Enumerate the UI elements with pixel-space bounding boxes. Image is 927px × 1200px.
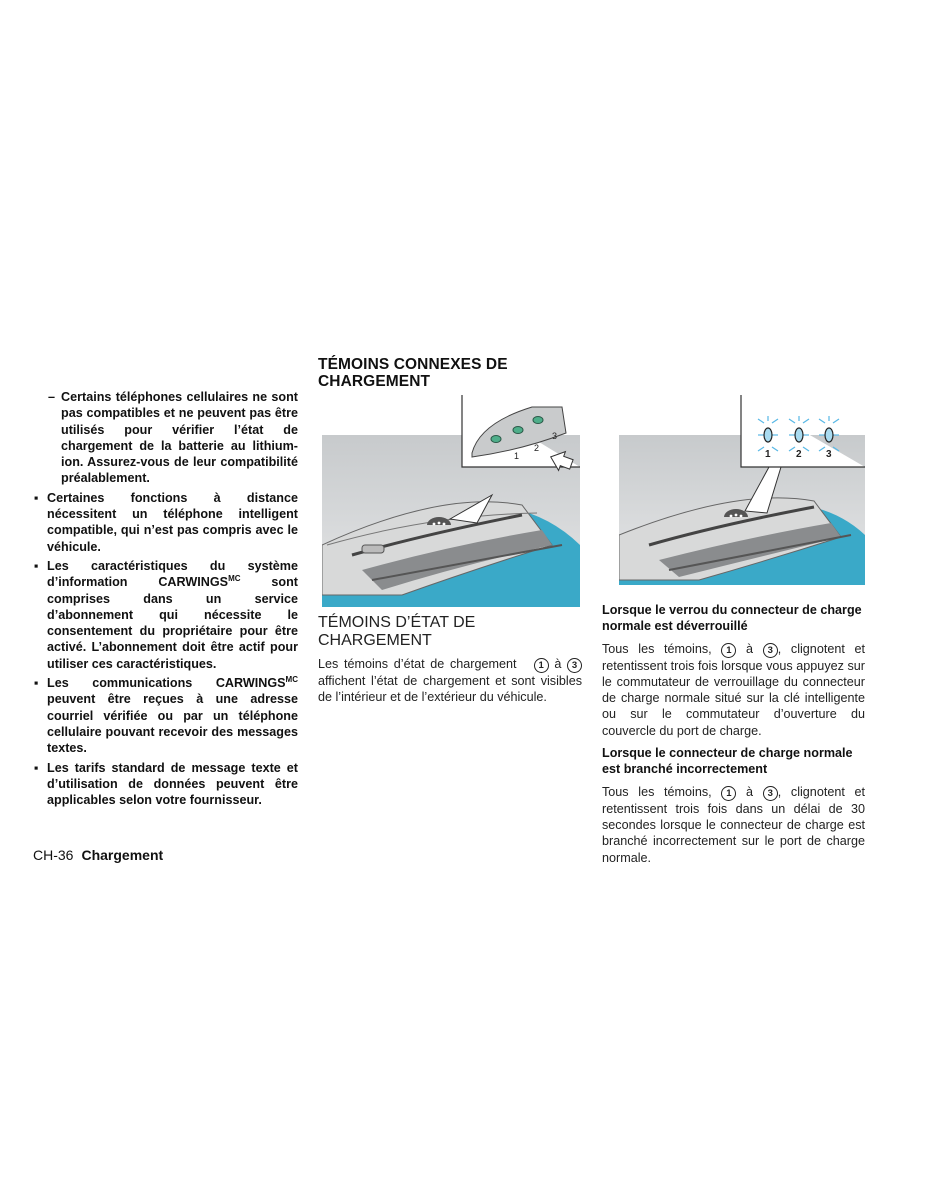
page-footer [33, 847, 163, 863]
figure-2-label: 2 [796, 449, 802, 460]
number-3-icon: 3 [763, 786, 778, 801]
incorrect-paragraph: Tous les témoins, 1 à 3 , clignotent et retentissent trois fois dans un délai de 30 secondes lorsque le connecteur de charge est branché incorrectement sur le port de charge normale. [602, 784, 866, 865]
figure-2-label: 3 [826, 449, 832, 460]
number-3-icon: 3 [567, 658, 582, 673]
figure-1-label: 3 [552, 431, 558, 441]
dash-item: – Certains téléphones cellulaires ne sont pas compatibles et ne peuvent pas être utilisés pour vérifier l’état de chargement de la batterie au lithium-ion. Assurez-vous de leur compatibilité préalablement. [48, 390, 298, 486]
figure-1-label: 2 [534, 443, 540, 453]
status-paragraph: Les témoins d’état de chargement 1 à 3 affichent l’état de chargement et sont visibles de l’intérieur et de l’extérieur du véhicule. [318, 657, 582, 705]
subheading-incorrect: Lorsque le connecteur de charge normale est branché incorrectement [602, 746, 853, 777]
page-number: CH-36 [33, 847, 74, 863]
middle-column [318, 656, 582, 706]
bullet-item: ▪ Les caractéristiques du système d’information $CARWINGS^{MC}$ sont comprises dans un service d’abonnement qui nécessite le consentement du propriétaire pour être activé. L’abonnement doit être actif pour utiliser ces caractéristiques. [34, 558, 298, 671]
right-column [602, 602, 865, 872]
number-3-icon: 3 [763, 643, 778, 658]
charge-indicator-figure-2 [619, 395, 865, 585]
subsection-heading: TÉMOINS D’ÉTAT DE CHARGEMENT [318, 614, 476, 649]
charge-indicator-figure-1 [322, 395, 580, 607]
figure-2-label: 1 [765, 449, 771, 460]
figure-1-label: 1 [514, 451, 520, 461]
footer-section: Chargement [81, 847, 164, 863]
bullet-item: ▪ Certaines fonctions à distance nécessitent un téléphone intelligent compatible, qui n’est pas compris avec le véhicule. [34, 490, 298, 554]
left-column [33, 389, 298, 811]
bullet-item: ▪ Les communications $CARWINGS^{MC}$ peuvent être reçues à une adresse courriel vérifiée ou par un téléphone cellulaire pouvant recevoir des messages textes. [34, 674, 298, 756]
section-heading: TÉMOINS CONNEXES DE CHARGEMENT [318, 356, 508, 390]
bullet-item: ▪ Les tarifs standard de message texte et d’utilisation de données peuvent être applicables selon votre fournisseur. [34, 760, 298, 808]
number-1-icon: 1 [721, 786, 736, 801]
unlocked-paragraph: Tous les témoins, 1 à 3 , clignotent et retentissent trois fois lorsque vous appuyez sur le commutateur de verrouillage du connecteur de charge normale situé sur la clé intelligente ou sur le commutateur d’ouverture du couvercle du port de charge. [602, 641, 866, 738]
number-1-icon: 1 [721, 643, 736, 658]
subheading-unlocked: Lorsque le verrou du connecteur de charge normale est déverrouillé [602, 603, 862, 634]
number-1-icon: 1 [534, 658, 549, 673]
